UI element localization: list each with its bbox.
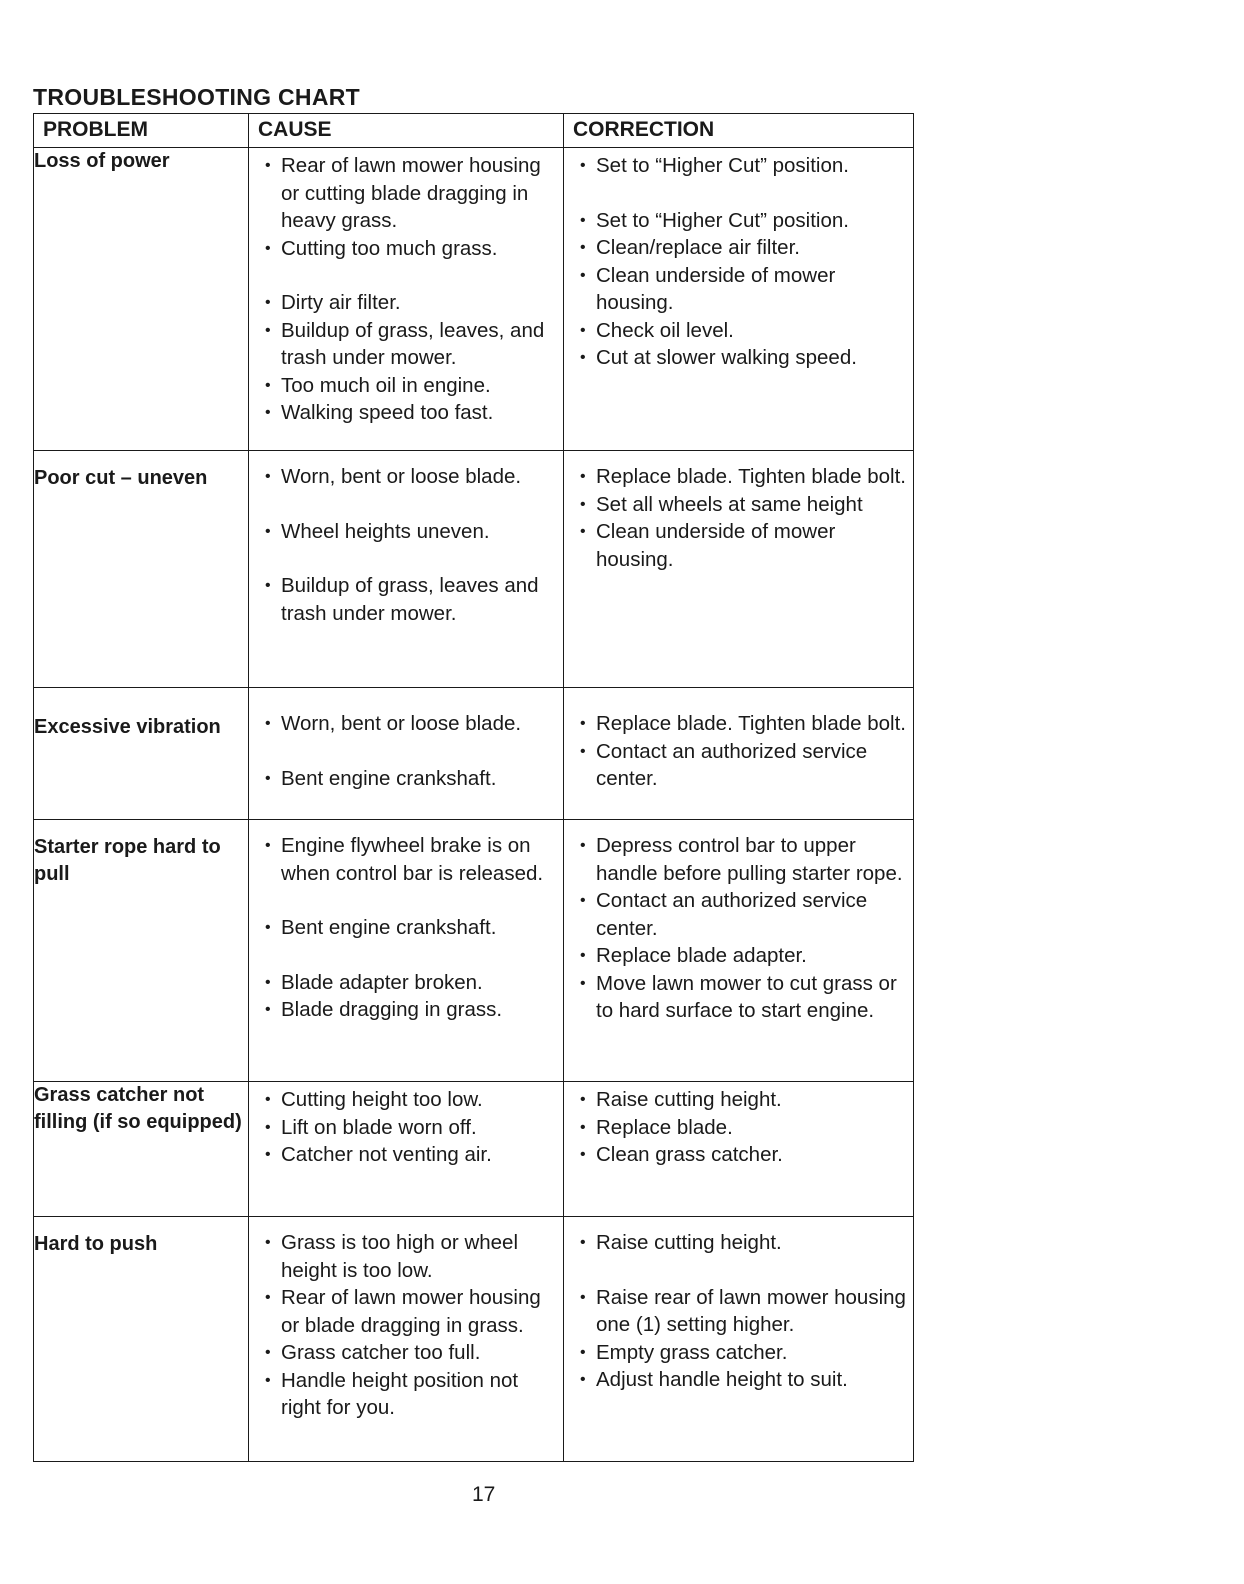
correction-item: • Raise rear of lawn mower housing one (1) setting higher. [578, 1284, 907, 1339]
problem-header: PROBLEM [34, 114, 249, 148]
cause-item: • Grass catcher too full. [263, 1339, 557, 1367]
problem-cell: Excessive vibration [34, 688, 249, 820]
cause-item: • Lift on blade worn off. [263, 1114, 557, 1142]
correction-cell [564, 148, 914, 451]
cause-header: CAUSE [249, 114, 564, 148]
correction-item: • Clean grass catcher. [578, 1141, 907, 1169]
cause-item: • Buildup of grass, leaves and trash under mower. [263, 572, 557, 627]
correction-item: • Move lawn mower to cut grass or to hard surface to start engine. [578, 970, 907, 1025]
correction-item: • Raise cutting height. [578, 1229, 907, 1257]
chart-title: TROUBLESHOOTING CHART [33, 84, 361, 110]
cause-item: • Engine flywheel brake is on when control bar is released. [263, 832, 557, 887]
correction-item: • Clean underside of mower housing. [578, 518, 907, 573]
cause-item: • Wheel heights uneven. [263, 518, 557, 546]
table-row [34, 820, 914, 1082]
cause-cell [249, 688, 564, 820]
correction-cell [564, 1082, 914, 1217]
table-row [34, 148, 914, 451]
problem-cell: Loss of power [34, 148, 249, 451]
correction-cell [564, 451, 914, 688]
correction-item: • Clean underside of mower housing. [578, 262, 907, 317]
cause-item: • Rear of lawn mower housing or blade dragging in grass. [263, 1284, 557, 1339]
troubleshooting-table [33, 113, 914, 1462]
cause-item: • Bent engine crankshaft. [263, 914, 557, 942]
correction-item: • Replace blade. [578, 1114, 907, 1142]
cause-item: • Handle height position not right for you. [263, 1367, 557, 1422]
cause-item: • Cutting too much grass. [263, 235, 557, 263]
cause-item: • Dirty air filter. [263, 289, 557, 317]
correction-item: • Depress control bar to upper handle before pulling starter rope. [578, 832, 907, 887]
cause-cell [249, 1082, 564, 1217]
correction-item: • Replace blade adapter. [578, 942, 907, 970]
cause-item: • Rear of lawn mower housing or cutting blade dragging in heavy grass. [263, 152, 557, 235]
cause-cell [249, 148, 564, 451]
cause-item: • Walking speed too fast. [263, 399, 557, 427]
correction-item: • Replace blade. Tighten blade bolt. [578, 463, 907, 491]
table-row [34, 1082, 914, 1217]
correction-item: • Set to “Higher Cut” position. [578, 152, 907, 180]
table-row [34, 688, 914, 820]
table-row [34, 1217, 914, 1462]
header-row [34, 114, 914, 148]
cause-item: • Buildup of grass, leaves, and trash under mower. [263, 317, 557, 372]
problem-cell: Hard to push [34, 1217, 249, 1462]
cause-item: • Grass is too high or wheel height is too low. [263, 1229, 557, 1284]
correction-item: • Contact an authorized service center. [578, 738, 907, 793]
cause-item: • Blade dragging in grass. [263, 996, 557, 1024]
correction-item: • Check oil level. [578, 317, 907, 345]
correction-header: CORRECTION [564, 114, 914, 148]
correction-item: • Empty grass catcher. [578, 1339, 907, 1367]
correction-item: • Set to “Higher Cut” position. [578, 207, 907, 235]
cause-item: • Blade adapter broken. [263, 969, 557, 997]
correction-item: • Clean/replace air filter. [578, 234, 907, 262]
problem-cell: Starter rope hard to pull [34, 820, 249, 1082]
cause-item: • Too much oil in engine. [263, 372, 557, 400]
cause-item: • Worn, bent or loose blade. [263, 463, 557, 491]
problem-cell: Poor cut – uneven [34, 451, 249, 688]
correction-cell [564, 688, 914, 820]
cause-item: • Cutting height too low. [263, 1086, 557, 1114]
page-number: 17 [472, 1483, 496, 1506]
correction-item: • Contact an authorized service center. [578, 887, 907, 942]
correction-item: • Replace blade. Tighten blade bolt. [578, 710, 907, 738]
correction-cell [564, 1217, 914, 1462]
problem-cell: Grass catcher not filling (if so equipped) [34, 1082, 249, 1217]
correction-cell [564, 820, 914, 1082]
cause-cell [249, 451, 564, 688]
correction-item: • Adjust handle height to suit. [578, 1366, 907, 1394]
correction-item: • Set all wheels at same height [578, 491, 907, 519]
cause-item: • Worn, bent or loose blade. [263, 710, 557, 738]
correction-item: • Cut at slower walking speed. [578, 344, 907, 372]
table-row [34, 451, 914, 688]
cause-cell [249, 1217, 564, 1462]
correction-item: • Raise cutting height. [578, 1086, 907, 1114]
cause-item: • Catcher not venting air. [263, 1141, 557, 1169]
cause-cell [249, 820, 564, 1082]
cause-item: • Bent engine crankshaft. [263, 765, 557, 793]
